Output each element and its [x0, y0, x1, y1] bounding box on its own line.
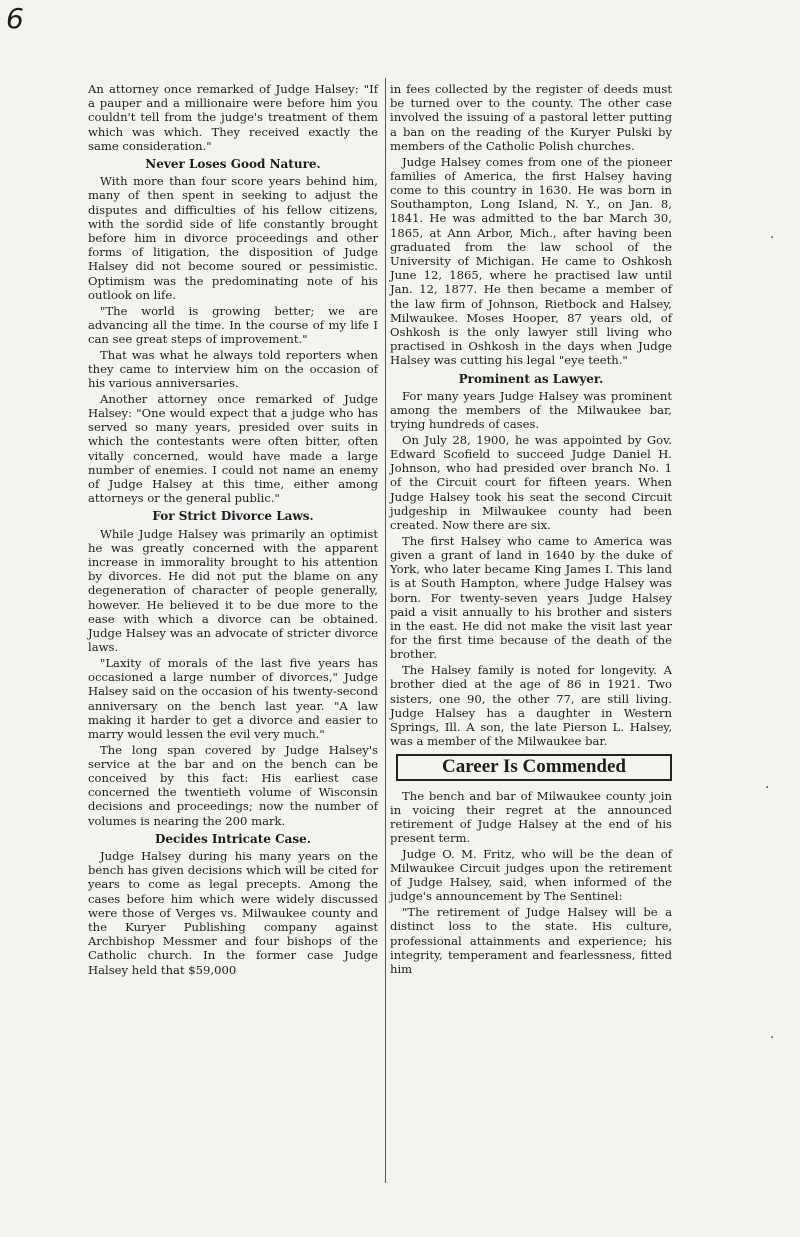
- left-column: [88, 82, 378, 978]
- article-paragraph: While Judge Halsey was primarily an optimist he was greatly concerned with the apparent increase in immorality brought to his attention by divorces. He did not put the blame on any degeneration of character of people generally, however. He believed it to be due more to the ease with which a divorce can be obtained. Judge Halsey was an advocate of stricter divorce laws.: [88, 526, 378, 655]
- section-heading: Decides Intricate Case.: [155, 831, 311, 846]
- article-paragraph: "The world is growing better; we are advancing all the time. In the course of my life I can see great steps of improvement.": [88, 303, 378, 346]
- article-paragraph: An attorney once remarked of Judge Halsey: "If a pauper and a millionaire were before him you couldn't tell from the judge's treatment of them which was which. They received exactly the same consideration.": [88, 82, 378, 153]
- article-paragraph: That was what he always told reporters when they came to interview him on the occasion of his various anniversaries.: [88, 347, 378, 391]
- margin-speck: ·: [770, 230, 775, 246]
- margin-speck: ·: [770, 1030, 775, 1046]
- article-paragraph: With more than four score years behind him, many of then spent in seeking to adjust the disputes and difficulties of his fellow citizens, with the sordid side of life constantly brought before him in divorce proceedings and other forms of litigation, the disposition of Judge Halsey did not become soured or pessimistic. Optimism was the predominating note of his outlook on life.: [88, 174, 378, 302]
- article-paragraph: For many years Judge Halsey was prominent among the members of the Milwaukee bar, trying hundreds of cases.: [390, 388, 672, 432]
- article-paragraph: Judge Halsey comes from one of the pioneer families of America, the first Halsey having come to this country in 1630. He was born in Southampton, Long Island, N. Y., on Jan. 8, 1841. He was admitted to the bar March 30, 1865, at Ann Arbor, Mich., after having been graduated from the law school of the University of Michigan. He came to Oshkosh June 12, 1865, where he practised law until Jan. 12, 1877. He then became a member of the law firm of Johnson, Rietbock and Halsey, Milwaukee. Moses Hooper, 87 years old, of Oshkosh is the only lawyer still living who practised in Oshkosh in the days when Judge Halsey was cutting his legal "eye teeth.": [390, 154, 672, 368]
- article-paragraph: Another attorney once remarked of Judge Halsey: "One would expect that a judge who has served so many years, presided over suits in which the contestants were often bitter, often vitally concerned, would have made a large number of enemies. I could not name an enemy of Judge Halsey at this time, either among attorneys or the general public.": [88, 391, 378, 506]
- article-paragraph: The Halsey family is noted for longevity. A brother died at the age of 86 in 1921. Two sisters, one 90, the other 77, are still living. Judge Halsey has a daughter in Western Springs, Ill. A son, the late Pierson L. Halsey, was a member of the Milwaukee bar.: [390, 663, 672, 749]
- boxed-headline: Career Is Commended: [396, 754, 672, 780]
- article-paragraph: "Laxity of morals of the last five years has occasioned a large number of divorces," Judge Halsey said on the occasion of his twenty-second anniversary on the bench last year. "A law making it harder to get a divorce and easier to marry would lessen the evil very much.": [88, 655, 378, 741]
- article-paragraph: The bench and bar of Milwaukee county join in voicing their regret at the announced retirement of Judge Halsey at the end of his present term.: [390, 788, 672, 846]
- article-paragraph: The first Halsey who came to America was given a grant of land in 1640 by the duke of York, who later became King James I. This land is at South Hampton, where Judge Halsey was born. For twenty-seven years Judge Halsey paid a visit annually to his brother and sisters in the east. He did not make the visit last year for the first time because of the death of the brother.: [390, 533, 672, 662]
- section-heading: Prominent as Lawyer.: [458, 371, 604, 386]
- article-paragraph: "The retirement of Judge Halsey will be a distinct loss to the state. His culture, professional attainments and experience; his integrity, temperament and fearlessness, fitted him: [390, 905, 672, 976]
- margin-speck: ·: [765, 780, 770, 796]
- right-column: [390, 82, 672, 978]
- article-paragraph: in fees collected by the register of deeds must be turned over to the county. The other case involved the issuing of a pastoral letter putting a ban on the reading of the Kuryer Pulski by members of the Catholic Polish churches.: [390, 82, 672, 153]
- section-heading: Never Loses Good Nature.: [145, 157, 321, 172]
- article-paragraph: Judge Halsey during his many years on the bench has given decisions which will be cited for years to come as legal precepts. Among the cases before him which were widely discussed were those of Verges vs. Milwaukee county and the Kuryer Publishing company against Archbishop Messmer and four bishops of the Catholic church. In the former case Judge Halsey held that $59,000: [88, 849, 378, 977]
- section-heading: For Strict Divorce Laws.: [152, 509, 314, 524]
- article-paragraph: The long span covered by Judge Halsey's service at the bar and on the bench can be conceived by this fact: His earliest case concerned the twentieth volume of Wisconsin decisions and proceedings; now the number of volumes is nearing the 200 mark.: [88, 742, 378, 828]
- page-number: 6: [6, 2, 24, 35]
- column-divider: [385, 78, 386, 1183]
- article-paragraph: Judge O. M. Fritz, who will be the dean of Milwaukee Circuit judges upon the retirement of Judge Halsey, said, when informed of the judge's announcement by The Sentinel:: [390, 846, 672, 904]
- article-paragraph: On July 28, 1900, he was appointed by Gov. Edward Scofield to succeed Judge Daniel H. Johnson, who had presided over branch No. 1 of the Circuit court for fifteen years. When Judge Halsey took his seat the second Circuit judgeship in Milwaukee county had been created. Now there are six.: [390, 432, 672, 533]
